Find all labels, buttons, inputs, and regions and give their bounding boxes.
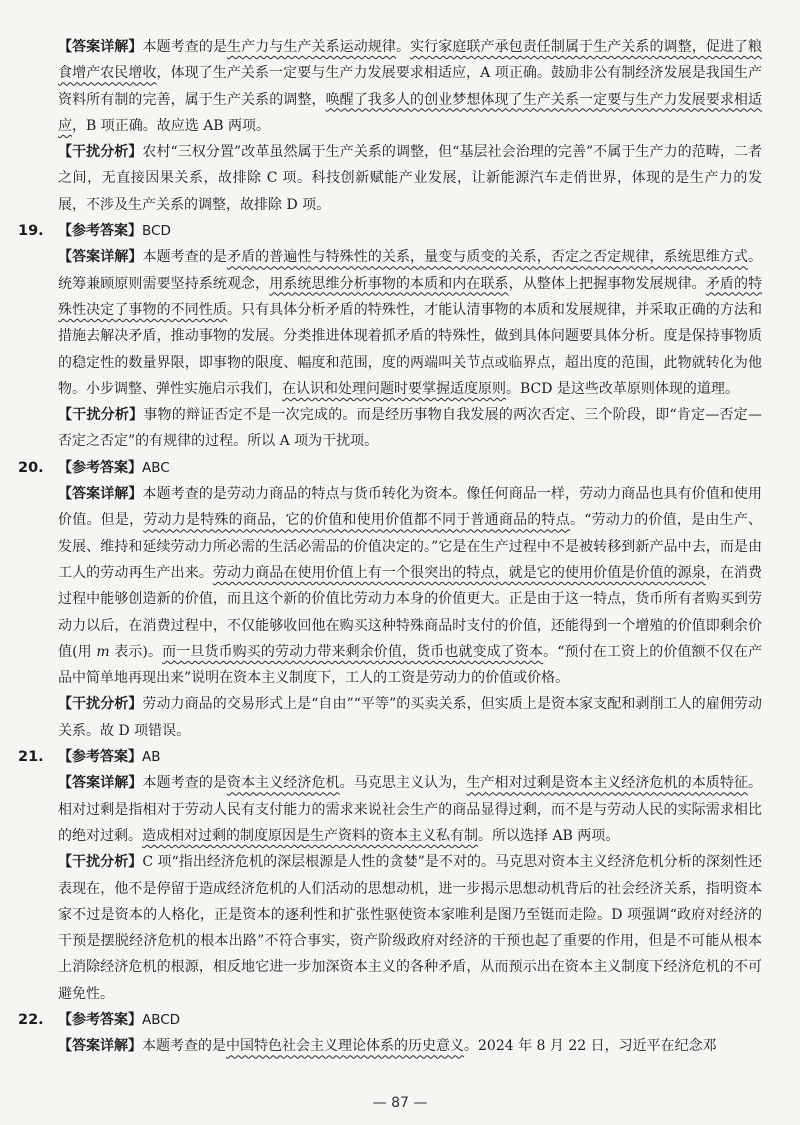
detail-text: 。“预付在工资上的价值额不仅在产品中简单地再现出来”说明在资本主义制度下，工人的工资是劳动力的价值或价格。 <box>58 643 762 687</box>
reference-answer-tag: 【参考答案】 <box>58 223 142 240</box>
answer-detail-tag: 【答案详解】 <box>58 39 143 55</box>
q19-interference <box>58 402 762 455</box>
highlight-text: 矛盾的特殊性决定了事物的不同性质 <box>58 275 763 318</box>
detail-text: 表示)。 <box>109 643 163 660</box>
q19-reference-answer <box>18 218 762 244</box>
answer-value: ABC <box>142 459 170 476</box>
highlight-text: 劳动力是特殊的商品，它的价值和使用价值都不同于普通商品的特点 <box>143 512 570 529</box>
detail-text: 本题考查的是劳动力商品的特点与货币转化为资本。像任何商品一样，劳动力商品也具有价值和使用价值。但是， <box>58 486 763 529</box>
answer-value: BCD <box>142 223 171 240</box>
q21-interference <box>58 849 762 1007</box>
detail-text: ，从整体上把握事物发展规律。 <box>508 275 706 292</box>
detail-text: 。只有具体分析矛盾的特殊性，才能认清事物的本质和发展规律，并采取正确的方法和措施去解决矛盾，推动事物的发展。分类推进体现着抓矛盾的特殊性，做到具体问题要具体分析。度是保持事物质的稳定性的数量界限，即事物的限度、幅度和范围，度的两端叫关节点或临界点，超出度的范围，此物就转化为他物。小步调整、弹性实施启示我们， <box>58 301 763 397</box>
highlight-text: 在认识和处理问题时要掌握适度原则 <box>282 380 506 397</box>
highlight-text: 用系统思维分析事物的本质和内在联系 <box>269 275 509 292</box>
detail-text: 。马克思主义认为， <box>339 775 467 792</box>
q19-answer-detail <box>58 244 762 402</box>
answer-detail-tag: 【答案详解】 <box>58 249 143 266</box>
interference-text: 事物的辩证否定不是一次完成的。而是经历事物自我发展的两次否定、三个阶段，即“肯定—否定—否定之否定”的有规律的过程。所以 A 项为干扰项。 <box>58 407 762 450</box>
answer-detail-tag: 【答案详解】 <box>58 1038 142 1055</box>
detail-text: 本题考查的是 <box>142 775 227 792</box>
q22-answer-detail <box>58 1033 762 1059</box>
interference-text: 劳动力商品的交易形式上是“自由”“平等”的买卖关系，但实质上是资本家支配和剥削工人的雇佣劳动关系。故 D 项错误。 <box>58 696 762 739</box>
q20-answer-detail <box>58 481 762 691</box>
interference-tag: 【干扰分析】 <box>58 144 143 161</box>
q21-reference-answer <box>18 744 762 770</box>
highlight-text: 资本主义经济危机 <box>227 775 340 792</box>
detail-text: ，B 项正确。故应选 AB 两项。 <box>72 117 271 134</box>
detail-text: 。BCD 是这些改革原则体现的道理。 <box>506 380 739 397</box>
highlight-text: 生产相对过剩是资本主义经济危机的本质特征 <box>466 775 749 792</box>
highlight-text: 生产力与生产关系运动规律 <box>227 39 396 55</box>
highlight-text: 劳动力商品在使用价值上有一个很突出的特点，就是它的使用价值是价值的源泉 <box>212 564 706 581</box>
detail-text: 本题考查的是 <box>142 249 227 266</box>
q20-interference <box>58 691 762 744</box>
question-number: 20. <box>18 459 44 476</box>
answer-value: ABCD <box>142 1011 181 1028</box>
detail-text: 。统筹兼顾原则需要坚持系统观念， <box>58 249 763 292</box>
q18-answer-detail <box>58 34 762 139</box>
question-number: 19. <box>18 223 44 240</box>
highlight-text: 而一旦货币购买的劳动力带来剩余价值，货币也就变成了资本 <box>162 643 544 660</box>
reference-answer-tag: 【参考答案】 <box>58 749 142 766</box>
interference-tag: 【干扰分析】 <box>58 407 144 424</box>
interference-tag: 【干扰分析】 <box>58 854 143 871</box>
detail-text: 本题考查的是 <box>142 1038 226 1055</box>
highlight-text: 造成相对过剩的制度原因是生产资料的资本主义私有制 <box>142 827 478 844</box>
question-number: 22. <box>18 1011 44 1028</box>
highlight-text: 实行家庭联产承包责任制属于生产关系的调整，促进了粮食增产农民增收 <box>58 39 763 82</box>
interference-tag: 【干扰分析】 <box>58 696 143 713</box>
detail-text: ，体现了生产关系一定要与生产力发展要求相适应，A 项正确。鼓励非公有制经济发展是我国生产资料所有制的完善，属于生产关系的调整， <box>58 65 763 108</box>
highlight-text: 矛盾的普遍性与特殊性的关系，量变与质变的关系，否定之否定规律，系统思维方式 <box>227 249 749 266</box>
reference-answer-tag: 【参考答案】 <box>58 1011 142 1028</box>
answer-detail-tag: 【答案详解】 <box>58 775 143 792</box>
question-number: 21. <box>18 749 44 766</box>
detail-text: 。2024 年 8 月 22 日，习近平在纪念邓 <box>464 1038 717 1055</box>
q21-answer-detail <box>58 770 762 849</box>
answer-detail-tag: 【答案详解】 <box>58 486 143 503</box>
answer-value: AB <box>142 749 161 766</box>
highlight-text: 唤醒了我多人的创业梦想体现了生产关系一定要与生产力发展要求相适应 <box>58 91 763 134</box>
math-variable: m <box>96 643 110 660</box>
detail-text: ，在消费过程中能够创造新的价值，而且这个新的价值比劳动力本身的价值更大。正是由于这一特点，货币所有者购买到劳动力以后，在消费过程中，不仅能够收回他在购买这种特殊商品时支付的价值，还能得到一个增殖的价值即剩余价值(用 <box>58 564 763 660</box>
interference-text: C 项“指出经济危机的深层根源是人性的贪婪”是不对的。马克思对资本主义经济危机分析的深刻性还表现在，他不是停留于造成经济危机的人们活动的思想动机，进一步揭示思想动机背后的社会经济关系，指明资本家不过是资本的人格化，正是资本的逐利性和扩张性驱使资本家唯利是图乃至铤而走险。D 项强调“政府对经济的干预是摆脱经济危机的根本出路”不符合事实，资产阶级政府对经济的干预也起了重要的作用，但是不可能从根本上消除经济危机的根源，相反地它进一步加深资本主义的各种矛盾，从而预示出在资本主义制度下经济危机的不可避免性。 <box>58 854 763 1002</box>
interference-text: 农村“三权分置”改革虽然属于生产关系的调整，但“基层社会治理的完善”不属于生产力的范畴，二者之间，无直接因果关系，故排除 C 项。科技创新赋能产业发展，让新能源汽车走俏世界，体现的是生产力的发展，不涉及生产关系的调整，故排除 D 项。 <box>58 144 762 213</box>
detail-text: 。“劳动力的价值，是由生产、发展、维持和延续劳动力所必需的生活必需品的价值决定的。”它是在生产过程中不是被转移到新产品中去，而是由工人的劳动再生产出来。 <box>58 512 762 581</box>
detail-text: 。所以选择 AB 两项。 <box>478 827 620 844</box>
q18-interference <box>58 139 762 218</box>
reference-answer-tag: 【参考答案】 <box>58 459 142 476</box>
q22-reference-answer <box>18 1007 762 1033</box>
detail-text: 。相对过剩是指相对于劳动人民有支付能力的需求来说社会生产的商品显得过剩，而不是与劳动人民的实际需求相比的绝对过剩。 <box>58 775 763 844</box>
highlight-text: 中国特色社会主义理论体系的历史意义 <box>226 1038 464 1055</box>
q20-reference-answer <box>18 455 762 481</box>
page-number: — 87 — <box>372 1095 428 1111</box>
detail-text: 本题考查的是 <box>142 39 227 55</box>
detail-text: 。 <box>395 39 411 55</box>
